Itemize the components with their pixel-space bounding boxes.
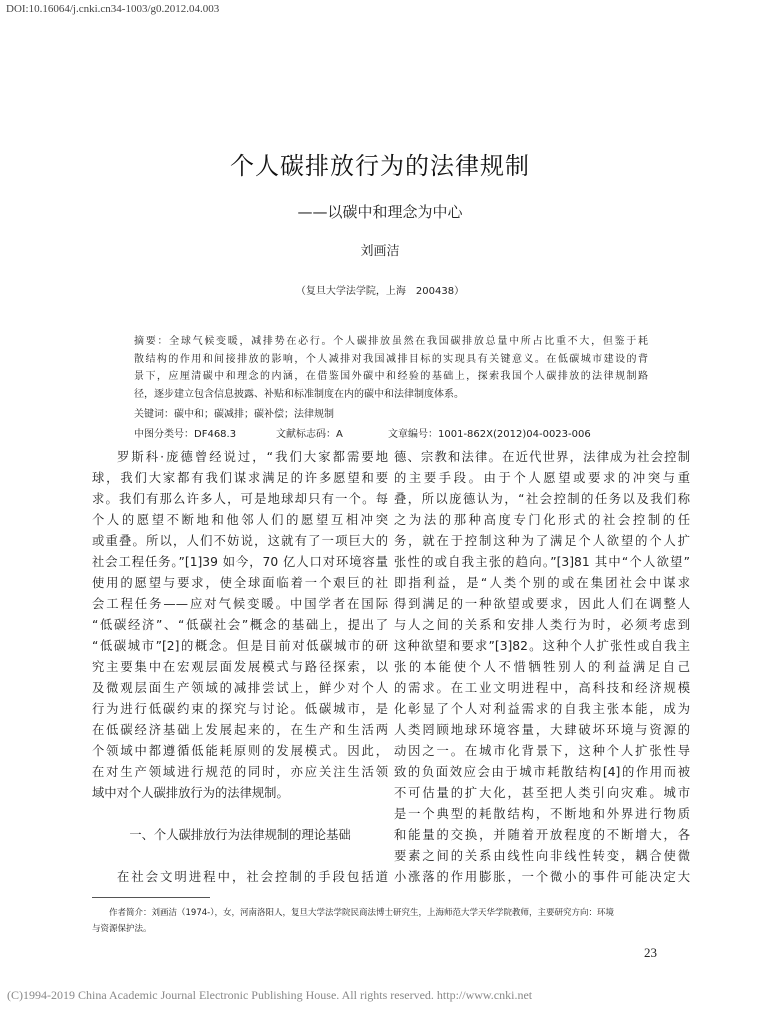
author-name: 刘画洁 [360, 244, 400, 259]
abstract-line: 景下，应厘清碳中和理念的内涵，在借鉴国外碳中和经验的基础上，探索我国个人碳排放的法律规制路 [134, 371, 648, 382]
body-text-line: 在低碳经济基础上发展起来的，在生产和生活两 [92, 723, 388, 737]
body-text-line: 要素之间的关系由线性向非线性转变，耦合使微 [394, 849, 690, 863]
right-column [394, 447, 690, 888]
body-text-line: 罗斯科·庞德曾经说过，“我们大家都需要地 [117, 450, 388, 464]
body-text-line: “低碳城市”[2]的概念。但是目前对低碳城市的研 [92, 639, 388, 653]
article-meta [134, 405, 591, 445]
body-text-line: 或重叠。所以，人们不妨说，这就有了一项巨大的 [92, 534, 388, 548]
body-text-line: “低碳经济”、“低碳社会”概念的基础上，提出了 [92, 618, 388, 632]
body-text-line: 叠，所以庞德认为，“社会控制的任务以及我们称 [394, 492, 690, 506]
page-number: 23 [644, 945, 657, 960]
body-text-line: 之为法的那种高度专门化形式的社会控制的任 [394, 513, 690, 527]
body-text-line: 这种欲望和要求”[3]82。这种个人扩张性或自我主 [394, 639, 690, 653]
body-text-line: 和能量的交换，并随着开放程度的不断增大，各 [394, 828, 690, 842]
body-text-line: 会工程任务——应对气候变暖。中国学者在国际 [92, 597, 388, 611]
body-text-line: 及微观层面生产领域的减排尝试上，鲜少对个人 [92, 681, 388, 695]
body-text-line: 在对生产领域进行规范的同时，亦应关注生活领 [92, 765, 388, 779]
body-text-line: 化彰显了个人对利益需求的自我主张本能，成为 [394, 702, 690, 716]
section-heading: 一、个人碳排放行为法律规制的理论基础 [129, 828, 351, 842]
body-text-line: 个人的愿望不断地和他邻人们的愿望互相冲突 [92, 513, 388, 527]
body-text-line: 的主要手段。由于个人愿望或要求的冲突与重 [394, 471, 690, 485]
body-text-line: 不可估量的扩大化，甚至把人类引向灾难。城市 [394, 786, 690, 800]
body-text-line: 个领域中都遵循低能耗原则的发展模式。因此， [92, 744, 388, 758]
footnote-line: 作者简介：刘画洁（1974-），女，河南洛阳人，复旦大学法学院民商法博士研究生，上海师范大学天华学院教师，主要研究方向：环境 [92, 908, 614, 918]
body-text-line: 张性的或自我主张的趋向。”[3]81 其中“个人欲望” [394, 555, 690, 569]
body-text-line: 小涨落的作用膨胀，一个微小的事件可能决定大 [394, 870, 690, 884]
body-text-line: 即指利益，是“人类个别的或在集团社会中谋求 [394, 576, 690, 590]
body-text-line: 是一个典型的耗散结构，不断地和外界进行物质 [394, 807, 690, 821]
footnote-divider [92, 897, 210, 898]
body-text-line: 在社会文明进程中，社会控制的手段包括道 [117, 870, 388, 884]
abstract-line: 径，逐步建立包含信息披露、补贴和标准制度在内的碳中和法律制度体系。 [134, 388, 464, 400]
body-text-line: 人类罔顾地球环境容量，大肆破坏环境与资源的 [394, 723, 690, 737]
document-code: 文献标志码：A [276, 429, 343, 440]
classification-row [134, 425, 591, 445]
body-text-line: 动因之一。在城市化背景下，这种个人扩张性导 [394, 744, 690, 758]
article-title: 个人碳排放行为的法律规制 [230, 152, 530, 180]
article-subtitle: ——以碳中和理念为中心 [297, 203, 463, 221]
clc-number: 中图分类号：DF468.3 [134, 429, 237, 440]
body-text-line: 究主要集中在宏观层面发展模式与路径探索，以 [92, 660, 388, 674]
body-text-line: 社会工程任务。”[1]39 如今，70 亿人口对环境容量 [92, 555, 388, 569]
body-text-line: 与人之间的关系和安排人类行为时，必须考虑到 [394, 618, 690, 632]
body-text-line: 使用的愿望与要求，使全球面临着一个艰巨的社 [92, 576, 388, 590]
affiliation: （复旦大学法学院，上海 200438） [295, 286, 465, 297]
body-text-line: 致的负面效应会由于城市耗散结构[4]的作用而被 [394, 765, 690, 779]
author-footnote [92, 905, 692, 937]
body-text-line: 德、宗教和法律。在近代世界，法律成为社会控制 [394, 450, 690, 464]
body-text-line: 求。我们有那么许多人，可是地球却只有一个。每 [92, 492, 388, 506]
body-text-line: 的需求。在工业文明进程中，高科技和经济规模 [394, 681, 690, 695]
copyright-footer: (C)1994-2019 China Academic Journal Electronic Publishing House. All rights reserved. http://www.cnki.net [7, 988, 533, 1002]
doi-label: DOI:10.16064/j.cnki.cn34-1003/g0.2012.04.003 [6, 3, 220, 15]
footnote-line: 与资源保护法。 [92, 924, 152, 934]
abstract-line: 摘要：全球气候变暖，减排势在必行。个人碳排放虽然在我国碳排放总量中所占比重不大，但鉴于耗 [134, 336, 648, 347]
body-text-line: 行为进行低碳约束的探究与讨论。低碳城市，是 [92, 702, 388, 716]
body-text-line: 域中对个人碳排放行为的法律规制。 [92, 786, 289, 800]
keywords: 关键词：碳中和；碳减排；碳补偿；法律规制 [134, 409, 334, 420]
body-text-line: 务，就在于控制这种为了满足个人欲望的个人扩 [394, 534, 690, 548]
article-number: 文章编号：1001-862X(2012)04-0023-006 [388, 429, 591, 440]
body-text-line: 张的本能使个人不惜牺牲别人的利益满足自己 [394, 660, 690, 674]
abstract [134, 333, 648, 403]
body-text-line: 得到满足的一种欲望或要求，因此人们在调整人 [394, 597, 690, 611]
body-text-line: 球，我们大家都有我们谋求满足的许多愿望和要 [92, 471, 388, 485]
abstract-line: 散结构的作用和间接排放的影响，个人减排对我国减排目标的实现具有关键意义。在低碳城市建设的背 [134, 353, 648, 365]
left-column [92, 447, 388, 888]
